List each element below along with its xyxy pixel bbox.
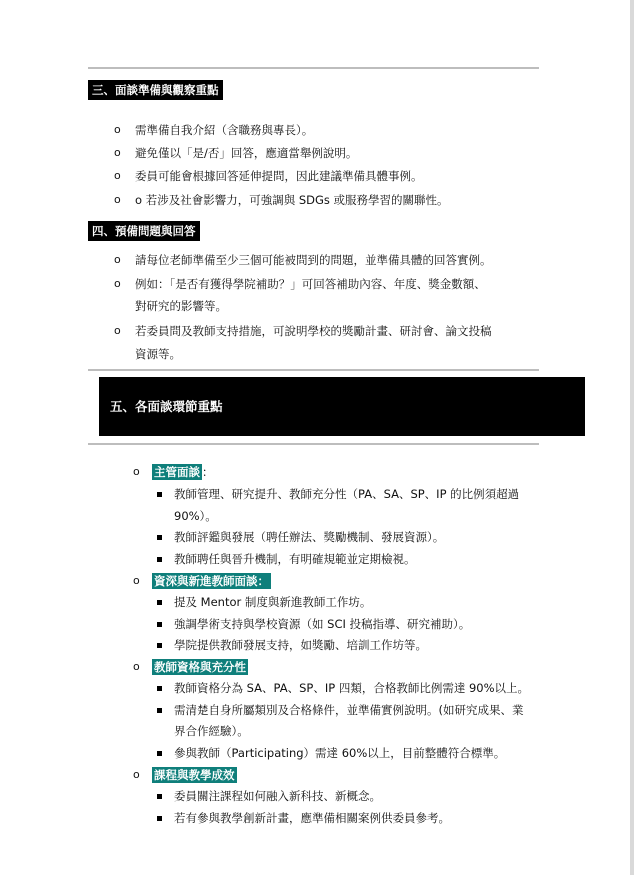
circle-bullet-icon: o	[114, 277, 121, 290]
group-label: 課程與教學成效	[154, 768, 235, 782]
group-heading	[152, 464, 214, 480]
list-item: 提及 Mentor 制度與新進教師工作坊。	[174, 595, 372, 609]
list-item-continuation: 90%）。	[174, 509, 217, 523]
square-bullet-icon	[157, 708, 162, 713]
group-heading	[152, 767, 237, 783]
list-item: o 若涉及社會影響力，可強調與 SDGs 或服務學習的關聯性。	[135, 193, 449, 207]
circle-bullet-icon: o	[114, 169, 121, 182]
circle-bullet-icon: o	[114, 193, 121, 206]
page-edge	[630, 0, 634, 875]
group-label: 教師資格與充分性	[154, 660, 246, 674]
group-label: 資深與新進教師面談：	[154, 574, 269, 588]
square-bullet-icon	[157, 816, 162, 821]
divider	[88, 443, 539, 445]
circle-bullet-icon: o	[133, 574, 140, 587]
list-item: 強調學術支持與學校資源（如 SCI 投稿指導、研究補助）。	[174, 617, 471, 631]
circle-bullet-icon: o	[133, 465, 140, 478]
square-bullet-icon	[157, 535, 162, 540]
section5-heading-block	[99, 377, 585, 436]
list-item: 教師管理、研究提升、教師充分性（PA、SA、SP、IP 的比例須超過	[174, 487, 520, 501]
list-item: 若有參與教學創新計畫，應準備相關案例供委員參考。	[174, 811, 450, 825]
section5-heading: 五、各面談環節重點	[110, 399, 223, 414]
list-item: 學院提供教師發展支持，如獎勵、培訓工作坊等。	[174, 638, 427, 652]
group-label-suffix: ：	[202, 465, 214, 479]
circle-bullet-icon: o	[133, 660, 140, 673]
list-item: 參與教師（Participating）需達 60%以上，目前整體符合標準。	[174, 746, 506, 760]
group-label: 主管面談	[154, 465, 200, 479]
divider	[88, 369, 539, 371]
list-item: 教師評鑑與發展（聘任辦法、獎勵機制、發展資源）。	[174, 530, 445, 544]
square-bullet-icon	[157, 751, 162, 756]
square-bullet-icon	[157, 794, 162, 799]
circle-bullet-icon: o	[133, 768, 140, 781]
list-item: 需準備自我介紹（含職務與專長）。	[135, 123, 314, 137]
group-heading	[152, 659, 248, 675]
group-heading	[152, 573, 271, 589]
list-item-continuation: 界合作經驗）。	[174, 724, 249, 738]
list-item: 教師資格分為 SA、PA、SP、IP 四類，合格教師比例需達 90%以上。	[174, 681, 530, 695]
divider	[88, 67, 539, 69]
section3-heading: 三、面談準備與觀察重點	[88, 80, 223, 100]
square-bullet-icon	[157, 600, 162, 605]
square-bullet-icon	[157, 557, 162, 562]
circle-bullet-icon: o	[114, 253, 121, 266]
list-item: 若委員問及教師支持措施，可說明學校的獎勵計畫、研討會、論文投稿	[135, 324, 492, 338]
list-item: 請每位老師準備至少三個可能被問到的問題，並準備具體的回答實例。	[135, 253, 492, 267]
list-item: 避免僅以「是/否」回答，應適當舉例說明。	[135, 146, 358, 160]
square-bullet-icon	[157, 622, 162, 627]
square-bullet-icon	[157, 492, 162, 497]
list-item: 委員可能會根據回答延伸提問，因此建議準備具體事例。	[135, 169, 423, 183]
circle-bullet-icon: o	[114, 123, 121, 136]
list-item: 教師聘任與晉升機制，有明確規範並定期檢視。	[174, 552, 416, 566]
list-item-continuation: 資源等。	[135, 347, 181, 361]
square-bullet-icon	[157, 643, 162, 648]
square-bullet-icon	[157, 686, 162, 691]
list-item-continuation: 對研究的影響等。	[135, 299, 227, 313]
section4-heading: 四、預備問題與回答	[88, 221, 200, 241]
list-item: 委員關注課程如何融入新科技、新概念。	[174, 789, 381, 803]
list-item: 需清楚自身所屬類別及合格條件，並準備實例說明。(如研究成果、業	[174, 703, 524, 717]
list-item: 例如：「是否有獲得學院補助？」可回答補助內容、年度、獎金數額、	[135, 277, 486, 291]
circle-bullet-icon: o	[114, 324, 121, 337]
circle-bullet-icon: o	[114, 146, 121, 159]
